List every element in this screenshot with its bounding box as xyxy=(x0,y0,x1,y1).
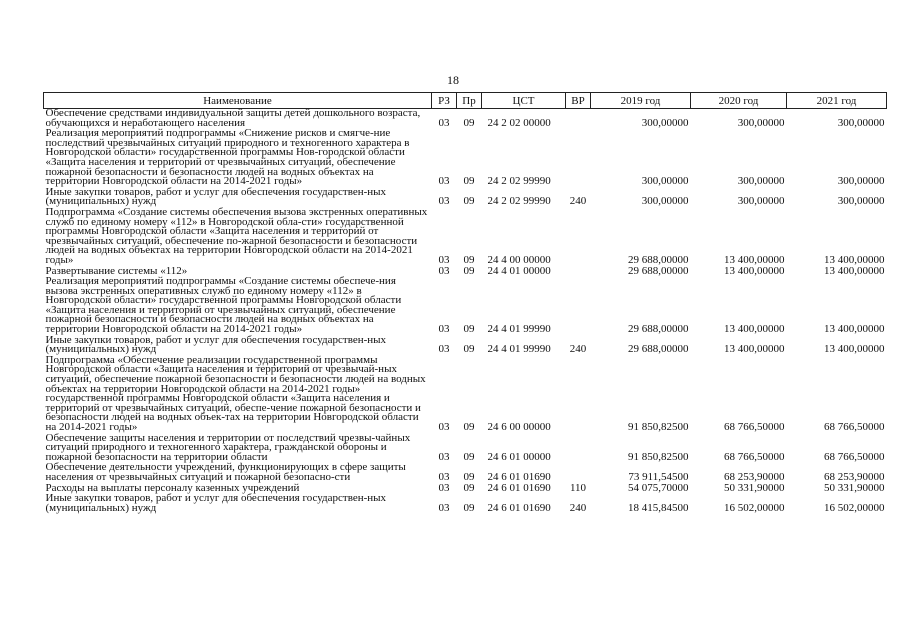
table-row xyxy=(44,434,887,464)
cell-name: Иные закупки товаров, работ и услуг для обеспечения государствен-ных (муниципальных) нужд xyxy=(45,492,387,514)
cell-2021: 68 253,90000 xyxy=(824,470,885,483)
cell-2020: 68 766,50000 xyxy=(724,450,785,463)
cell-2021: 13 400,00000 xyxy=(824,264,885,277)
cell-pr: 09 xyxy=(463,470,475,483)
cell-rz: 03 xyxy=(438,253,450,266)
col-header-2020: 2020 год xyxy=(691,93,787,109)
cell-cst: 24 6 01 01690 xyxy=(487,481,551,494)
cell-pr: 09 xyxy=(463,195,475,208)
cell-vr: 110 xyxy=(569,481,587,494)
cell-2021: 68 766,50000 xyxy=(824,450,885,463)
cell-cst: 24 2 02 99990 xyxy=(487,175,551,188)
table-row xyxy=(44,494,887,514)
cell-vr: 240 xyxy=(569,195,587,208)
cell-vr xyxy=(566,277,591,336)
cell-2019: 91 850,82500 xyxy=(628,421,689,433)
cell-vr xyxy=(566,434,591,464)
cell-2019: 29 688,00000 xyxy=(628,323,689,336)
cell-2021: 13 400,00000 xyxy=(824,323,885,336)
cell-name: Обеспечение деятельности учреждений, функционирующих в сфере защиты населения от чрезвычайных ситуаций и пожарной безопасно-сти xyxy=(45,461,406,483)
table-row xyxy=(44,129,887,188)
cell-2020: 300,00000 xyxy=(737,195,785,208)
cell-cst: 24 6 00 00000 xyxy=(487,421,551,433)
cell-cst: 24 4 01 99990 xyxy=(487,323,551,336)
cell-pr: 09 xyxy=(463,175,475,188)
cell-cst: 24 4 01 00000 xyxy=(487,264,551,277)
cell-name: Расходы на выплаты персоналу казенных учреждений xyxy=(45,481,300,494)
table-row xyxy=(44,109,887,130)
cell-vr: 240 xyxy=(569,501,587,514)
cell-pr: 09 xyxy=(463,343,475,356)
cell-2021: 68 766,50000 xyxy=(824,421,885,433)
cell-pr: 09 xyxy=(463,481,475,494)
cell-name: Обеспечение защиты населения и территории от последствий чрезвы-чайных ситуаций природного и техногенного характера, гражданской обороны и пожарной безопасности на территории области xyxy=(45,431,411,463)
cell-rz: 03 xyxy=(438,343,450,356)
cell-2020: 13 400,00000 xyxy=(724,253,785,266)
cell-rz: 03 xyxy=(438,481,450,494)
cell-2019: 300,00000 xyxy=(641,195,689,208)
cell-2019: 91 850,82500 xyxy=(628,450,689,463)
cell-vr xyxy=(566,267,591,278)
cell-2021: 13 400,00000 xyxy=(824,343,885,356)
cell-pr: 09 xyxy=(463,421,475,433)
cell-cst: 24 6 01 01690 xyxy=(487,501,551,514)
cell-vr xyxy=(566,129,591,188)
col-header-2019: 2019 год xyxy=(591,93,691,109)
col-header-rz: РЗ xyxy=(432,93,457,109)
cell-name: Развертывание системы «112» xyxy=(45,264,188,277)
cell-2019: 300,00000 xyxy=(641,175,689,188)
cell-name: Реализация мероприятий подпрограммы «Создание системы обеспече-ния вызова экстренных оперативных служб по единому номеру «112» в Новгородской области» государственной программы Новгородской области «Защита населения и территорий от чрезвычайных ситуаций, обеспечение пожарной безопасности и безопасности людей на водных объектах на территории Новгородской области на 2014-2021 годы» xyxy=(45,275,402,336)
cell-2020: 300,00000 xyxy=(737,116,785,129)
cell-vr: 240 xyxy=(569,343,587,356)
cell-2021: 300,00000 xyxy=(837,116,885,129)
table-row xyxy=(44,277,887,336)
table-row xyxy=(44,463,887,483)
table-row xyxy=(44,208,887,267)
cell-rz: 03 xyxy=(438,264,450,277)
cell-cst: 24 2 02 00000 xyxy=(487,116,551,129)
cell-rz: 03 xyxy=(438,323,450,336)
page-number: 18 xyxy=(447,73,459,87)
cell-pr: 09 xyxy=(463,450,475,463)
cell-2019: 29 688,00000 xyxy=(628,343,689,356)
cell-name: Подпрограмма «Создание системы обеспечения вызова экстренных оперативных служб по единому номеру «112» в Новгородской обла-сти» государственной программы Новгородской области «Защита населения и территорий от чрезвычайных ситуаций, обеспечение по-жарной безопасности и безопасности людей на водных объектах на территории Новгородской области на 2014-2021 годы» xyxy=(45,205,428,266)
cell-rz: 03 xyxy=(438,501,450,514)
cell-2019: 73 911,54500 xyxy=(628,470,689,483)
table-row xyxy=(44,188,887,208)
cell-name: Реализация мероприятий подпрограммы «Снижение рисков и смягче-ние последствий чрезвычайных ситуаций природного и техногенного характера в Новгородской области» государственной программы Нов-городской области «Защита населения и территорий от чрезвычайных ситуаций, обеспечение пожарной безопасности и безопасности людей на водных объектах на территории Новгородской области на 2014-2021 годы» xyxy=(45,127,410,188)
cell-pr: 09 xyxy=(463,253,475,266)
cell-cst: 24 2 02 99990 xyxy=(487,195,551,208)
cell-name: Подпрограмма «Обеспечение реализации государственной программы Новгородской области «Защита населения и территорий от чрезвычай-ных ситуаций, обеспечение пожарной безопасности и безопасности людей на водных объектах на территории Новгородской области на 2014-2021 годы» государственной программы Новгородской области «Защита населения и территорий от чрезвычайных ситуаций, обеспе-чение пожарной безопасности и безопасности людей на водных объек-тах на территории Новгородской области на 2014-2021 годы» xyxy=(45,353,426,433)
cell-2020: 13 400,00000 xyxy=(724,323,785,336)
cell-cst: 24 6 01 01690 xyxy=(487,470,551,483)
table-row xyxy=(44,336,887,356)
cell-2021: 50 331,90000 xyxy=(824,481,885,494)
cell-name: Обеспечение средствами индивидуальной защиты детей дошкольного возраста, обучающихся и неработающего населения xyxy=(45,107,421,129)
cell-cst: 24 4 01 99990 xyxy=(487,343,551,356)
cell-rz: 03 xyxy=(438,195,450,208)
cell-2019: 18 415,84500 xyxy=(628,501,689,514)
cell-vr xyxy=(566,356,591,434)
cell-rz: 03 xyxy=(438,175,450,188)
cell-2020: 13 400,00000 xyxy=(724,343,785,356)
cell-rz: 03 xyxy=(438,421,450,433)
cell-pr: 09 xyxy=(463,323,475,336)
cell-2019: 300,00000 xyxy=(641,116,689,129)
cell-rz: 03 xyxy=(438,116,450,129)
cell-pr: 09 xyxy=(463,116,475,129)
cell-cst: 24 6 01 00000 xyxy=(487,450,551,463)
cell-rz: 03 xyxy=(438,450,450,463)
col-header-vr: ВР xyxy=(566,93,591,109)
cell-2021: 16 502,00000 xyxy=(824,501,885,514)
col-header-name: Наименование xyxy=(44,93,432,109)
cell-2021: 13 400,00000 xyxy=(824,253,885,266)
cell-vr xyxy=(566,109,591,130)
cell-name: Иные закупки товаров, работ и услуг для обеспечения государствен-ных (муниципальных) нужд xyxy=(45,185,387,208)
cell-2020: 68 766,50000 xyxy=(724,421,785,433)
cell-2019: 29 688,00000 xyxy=(628,253,689,266)
col-header-2021: 2021 год xyxy=(787,93,887,109)
cell-2020: 300,00000 xyxy=(737,175,785,188)
cell-2020: 13 400,00000 xyxy=(724,264,785,277)
cell-cst: 24 4 00 00000 xyxy=(487,253,551,266)
cell-pr: 09 xyxy=(463,264,475,277)
col-header-pr: Пр xyxy=(457,93,482,109)
cell-2019: 29 688,00000 xyxy=(628,264,689,277)
cell-2020: 16 502,00000 xyxy=(724,501,785,514)
col-header-cst: ЦСТ xyxy=(482,93,566,109)
cell-2021: 300,00000 xyxy=(837,175,885,188)
cell-name: Иные закупки товаров, работ и услуг для обеспечения государствен-ных (муниципальных) нужд xyxy=(45,333,387,356)
cell-pr: 09 xyxy=(463,501,475,514)
cell-rz: 03 xyxy=(438,470,450,483)
table-row xyxy=(44,356,887,434)
cell-2019: 54 075,70000 xyxy=(628,481,689,494)
budget-table xyxy=(43,92,887,514)
cell-2020: 50 331,90000 xyxy=(724,481,785,494)
cell-2020: 68 253,90000 xyxy=(724,470,785,483)
cell-vr xyxy=(566,208,591,267)
cell-2021: 300,00000 xyxy=(837,195,885,208)
cell-vr xyxy=(566,463,591,483)
